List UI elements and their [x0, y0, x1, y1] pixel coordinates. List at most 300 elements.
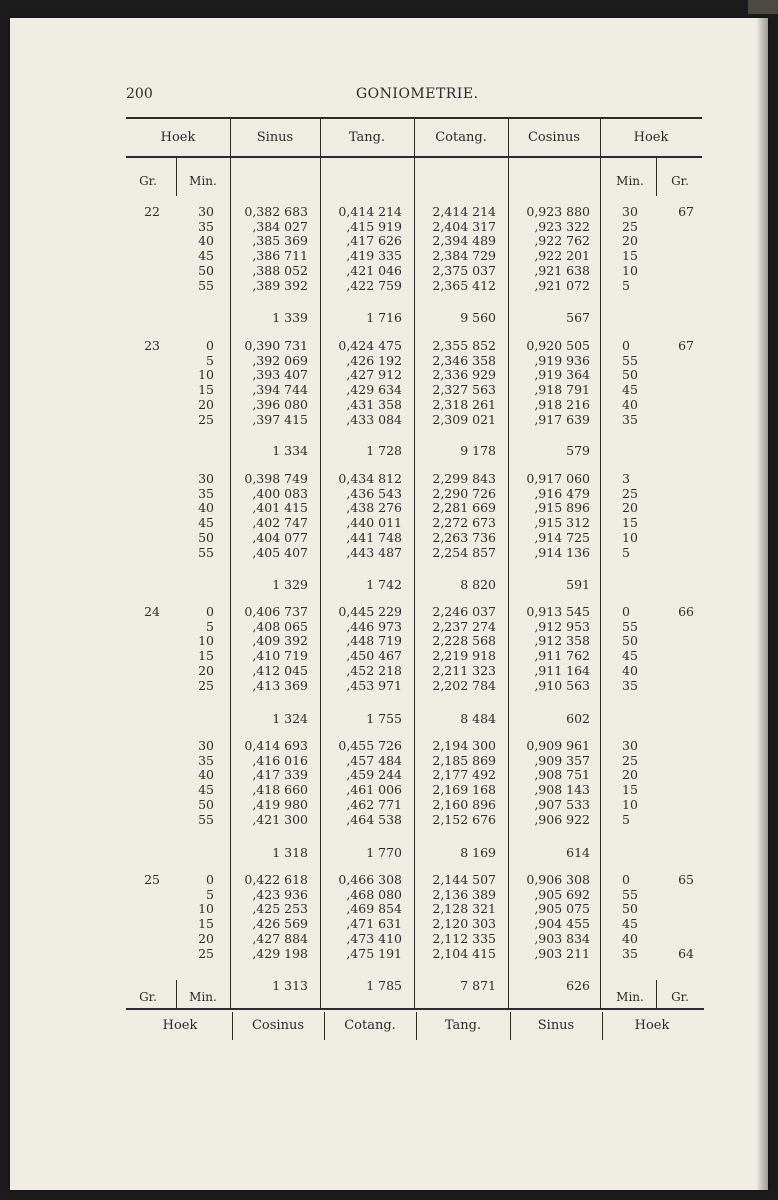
- cell-tan: ,475 191: [346, 945, 402, 961]
- cell-minr: 45: [622, 916, 638, 932]
- diff-sin: 1 339: [272, 310, 308, 325]
- cell-min: 15: [198, 916, 214, 932]
- cell-grr: 64: [678, 945, 694, 961]
- cell-sin: 0,414 693: [244, 738, 308, 753]
- cell-sin: ,429 198: [252, 945, 308, 961]
- cell-cos: ,910 563: [534, 677, 590, 693]
- cell-tan: ,436 543: [346, 485, 402, 501]
- cell-sin: ,397 415: [252, 411, 308, 427]
- diff-sin: 1 313: [272, 978, 308, 993]
- cell-min: 5: [206, 618, 214, 634]
- cell-cot: 2,346 358: [432, 352, 496, 368]
- cell-cos: ,912 953: [534, 618, 590, 634]
- table-row: [0, 887, 778, 902]
- cell-sin: ,394 744: [252, 382, 308, 398]
- cell-min: 45: [198, 248, 214, 264]
- cell-min: 20: [198, 930, 214, 946]
- cell-sin: ,418 660: [252, 782, 308, 798]
- cell-min: 50: [198, 262, 214, 278]
- cell-cot: 2,394 489: [432, 233, 496, 249]
- diff-tan: 1 716: [366, 310, 402, 325]
- cell-sin: ,404 077: [252, 529, 308, 545]
- cell-min: 25: [198, 411, 214, 427]
- cell-tan: ,453 971: [346, 677, 402, 693]
- cell-tan: ,457 484: [346, 752, 402, 768]
- cell-tan: ,440 011: [346, 515, 402, 531]
- cell-cot: 2,144 507: [432, 872, 496, 887]
- cell-minr: 10: [622, 262, 638, 278]
- cell-min: 55: [198, 811, 214, 827]
- table-row: [0, 678, 778, 693]
- subheader-gr-left: Gr.: [139, 174, 157, 188]
- cell-min: 30: [198, 204, 214, 219]
- cell-min: 40: [198, 500, 214, 516]
- difference-row: [0, 577, 778, 592]
- cell-min: 55: [198, 544, 214, 560]
- cell-cot: 2,365 412: [432, 277, 496, 293]
- cell-tan: ,461 006: [346, 782, 402, 798]
- cell-tan: ,464 538: [346, 811, 402, 827]
- cell-cot: 2,194 300: [432, 738, 496, 753]
- cell-sin: 0,406 737: [244, 604, 308, 619]
- cell-min: 55: [198, 277, 214, 293]
- subheader-min-left: Min.: [189, 174, 217, 188]
- cell-minr: 15: [622, 515, 638, 531]
- cell-tan: ,443 487: [346, 544, 402, 560]
- table-row: [0, 782, 778, 797]
- cell-sin: 0,382 683: [244, 204, 308, 219]
- cell-sin: ,386 711: [252, 248, 308, 264]
- cell-gr: 24: [144, 604, 160, 619]
- cell-cos: ,915 312: [534, 515, 590, 531]
- cell-cos: ,908 751: [534, 767, 590, 783]
- adjacent-page-edge: [748, 0, 778, 14]
- cell-tan: ,468 080: [346, 886, 402, 902]
- cell-sin: 0,398 749: [244, 471, 308, 486]
- cell-minr: 25: [622, 485, 638, 501]
- cell-sin: ,385 369: [252, 233, 308, 249]
- cell-tan: ,433 084: [346, 411, 402, 427]
- header-cosinus: Cosinus: [527, 130, 581, 145]
- cell-grr: 65: [678, 872, 694, 887]
- cell-tan: ,462 771: [346, 796, 402, 812]
- cell-sin: ,393 407: [252, 367, 308, 383]
- cell-cot: 2,169 168: [432, 782, 496, 798]
- cell-cos: ,922 201: [534, 248, 590, 264]
- cell-minr: 55: [622, 618, 638, 634]
- cell-minr: 0: [622, 872, 630, 887]
- cell-cos: ,904 455: [534, 916, 590, 932]
- cell-tan: ,448 719: [346, 633, 402, 649]
- cell-minr: 25: [622, 752, 638, 768]
- footer-hoek-left: Hoek: [162, 1018, 198, 1033]
- cell-min: 50: [198, 796, 214, 812]
- diff-cos: 579: [566, 443, 590, 458]
- cell-minr: 20: [622, 767, 638, 783]
- cell-minr: 3: [622, 471, 630, 486]
- cell-minr: 40: [622, 930, 638, 946]
- cell-min: 35: [198, 218, 214, 234]
- diff-cos: 567: [566, 310, 590, 325]
- footer-sinus: Sinus: [537, 1018, 575, 1033]
- cell-cos: ,917 639: [534, 411, 590, 427]
- cell-cos: 0,906 308: [526, 872, 590, 887]
- diff-cos: 591: [566, 577, 590, 592]
- cell-gr: 25: [144, 872, 160, 887]
- cell-cos: ,905 075: [534, 901, 590, 917]
- table-row: [0, 648, 778, 663]
- cell-cot: 2,254 857: [432, 544, 496, 560]
- table-row: [0, 338, 778, 353]
- diff-sin: 1 324: [272, 711, 308, 726]
- table-row: [0, 233, 778, 248]
- cell-sin: ,402 747: [252, 515, 308, 531]
- cell-tan: 0,434 812: [338, 471, 402, 486]
- footer-subheader-gr-right: Gr.: [671, 990, 689, 1004]
- cell-minr: 20: [622, 500, 638, 516]
- cell-tan: 0,455 726: [338, 738, 402, 753]
- cell-sin: 0,390 731: [244, 338, 308, 353]
- cell-tan: ,427 912: [346, 367, 402, 383]
- cell-sin: ,384 027: [252, 218, 308, 234]
- cell-cot: 2,414 214: [432, 204, 496, 219]
- cell-tan: ,469 854: [346, 901, 402, 917]
- footer-cosinus: Cosinus: [251, 1018, 305, 1033]
- cell-cos: ,903 211: [534, 945, 590, 961]
- cell-min: 35: [198, 485, 214, 501]
- cell-minr: 0: [622, 338, 630, 353]
- cell-cot: 2,177 492: [432, 767, 496, 783]
- cell-minr: 10: [622, 796, 638, 812]
- cell-cos: ,905 692: [534, 886, 590, 902]
- cell-minr: 35: [622, 945, 638, 961]
- cell-tan: ,415 919: [346, 218, 402, 234]
- footer-top-rule: [126, 1008, 704, 1010]
- cell-min: 30: [198, 471, 214, 486]
- table-row: [0, 367, 778, 382]
- cell-tan: ,438 276: [346, 500, 402, 516]
- cell-sin: ,410 719: [252, 648, 308, 664]
- cell-cot: 2,355 852: [432, 338, 496, 353]
- cell-cos: ,921 638: [534, 262, 590, 278]
- table-row: [0, 767, 778, 782]
- cell-sin: ,423 936: [252, 886, 308, 902]
- table-row: [0, 219, 778, 234]
- footer-subheader-min-left: Min.: [189, 990, 217, 1004]
- cell-sin: ,401 415: [252, 500, 308, 516]
- table-row: [0, 278, 778, 293]
- cell-gr: 23: [144, 338, 160, 353]
- cell-cos: ,919 936: [534, 352, 590, 368]
- cell-cot: 2,152 676: [432, 811, 496, 827]
- cell-min: 30: [198, 738, 214, 753]
- cell-tan: ,417 626: [346, 233, 402, 249]
- cell-tan: ,426 192: [346, 352, 402, 368]
- cell-cot: 2,219 918: [432, 648, 496, 664]
- cell-cos: ,916 479: [534, 485, 590, 501]
- table-row: [0, 633, 778, 648]
- table-row: [0, 663, 778, 678]
- diff-tan: 1 755: [366, 711, 402, 726]
- cell-tan: ,421 046: [346, 262, 402, 278]
- difference-row: [0, 845, 778, 860]
- cell-cot: 2,211 323: [432, 662, 496, 678]
- cell-minr: 50: [622, 367, 638, 383]
- cell-cot: 2,290 726: [432, 485, 496, 501]
- cell-sin: ,408 065: [252, 618, 308, 634]
- cell-tan: ,419 335: [346, 248, 402, 264]
- cell-cot: 2,228 568: [432, 633, 496, 649]
- cell-cos: ,914 725: [534, 529, 590, 545]
- cell-min: 20: [198, 396, 214, 412]
- cell-cot: 2,160 896: [432, 796, 496, 812]
- table-row: [0, 248, 778, 263]
- cell-cot: 2,318 261: [432, 396, 496, 412]
- footer-subheader-gr-left: Gr.: [139, 990, 157, 1004]
- difference-row: [0, 310, 778, 325]
- table-row: [0, 530, 778, 545]
- diff-cot: 8 820: [460, 577, 496, 592]
- table-row: [0, 204, 778, 219]
- diff-sin: 1 329: [272, 577, 308, 592]
- cell-cot: 2,237 274: [432, 618, 496, 634]
- table-row: [0, 412, 778, 427]
- vrule-min-gr-right: [656, 158, 657, 196]
- cell-sin: ,400 083: [252, 485, 308, 501]
- cell-cot: 2,246 037: [432, 604, 496, 619]
- cell-sin: ,409 392: [252, 633, 308, 649]
- cell-cot: 2,104 415: [432, 945, 496, 961]
- footer-hoek-right: Hoek: [634, 1018, 670, 1033]
- cell-min: 45: [198, 782, 214, 798]
- diff-cot: 9 560: [460, 310, 496, 325]
- cell-cos: ,903 834: [534, 930, 590, 946]
- cell-cos: ,912 358: [534, 633, 590, 649]
- cell-min: 25: [198, 945, 214, 961]
- header-cotang: Cotang.: [435, 130, 487, 145]
- table-row: [0, 797, 778, 812]
- cell-minr: 35: [622, 411, 638, 427]
- cell-min: 35: [198, 752, 214, 768]
- cell-cos: ,915 896: [534, 500, 590, 516]
- cell-cot: 2,327 563: [432, 382, 496, 398]
- diff-cot: 8 169: [460, 845, 496, 860]
- table-row: [0, 471, 778, 486]
- cell-tan: 0,414 214: [338, 204, 402, 219]
- cell-cos: ,911 762: [534, 648, 590, 664]
- cell-cos: 0,909 961: [526, 738, 590, 753]
- cell-tan: ,452 218: [346, 662, 402, 678]
- cell-cos: 0,913 545: [526, 604, 590, 619]
- table-row: [0, 353, 778, 368]
- cell-sin: ,421 300: [252, 811, 308, 827]
- cell-cos: ,908 143: [534, 782, 590, 798]
- cell-minr: 30: [622, 738, 638, 753]
- cell-min: 5: [206, 886, 214, 902]
- header-hoek-left: Hoek: [160, 130, 196, 145]
- cell-cot: 2,384 729: [432, 248, 496, 264]
- diff-cos: 602: [566, 711, 590, 726]
- cell-tan: ,441 748: [346, 529, 402, 545]
- footer-tang: Tang.: [444, 1018, 482, 1033]
- cell-minr: 30: [622, 204, 638, 219]
- cell-min: 40: [198, 233, 214, 249]
- cell-tan: 0,424 475: [338, 338, 402, 353]
- cell-minr: 10: [622, 529, 638, 545]
- diff-cot: 9 178: [460, 443, 496, 458]
- cell-minr: 0: [622, 604, 630, 619]
- cell-cos: ,922 762: [534, 233, 590, 249]
- cell-tan: ,446 973: [346, 618, 402, 634]
- table-row: [0, 263, 778, 278]
- cell-sin: 0,422 618: [244, 872, 308, 887]
- cell-minr: 5: [622, 811, 630, 827]
- table-row: [0, 916, 778, 931]
- cell-cot: 2,120 303: [432, 916, 496, 932]
- table-row: [0, 619, 778, 634]
- cell-min: 10: [198, 901, 214, 917]
- cell-min: 40: [198, 767, 214, 783]
- diff-tan: 1 728: [366, 443, 402, 458]
- cell-tan: ,431 358: [346, 396, 402, 412]
- cell-cot: 2,336 929: [432, 367, 496, 383]
- cell-sin: ,413 369: [252, 677, 308, 693]
- diff-tan: 1 770: [366, 845, 402, 860]
- header-sinus: Sinus: [256, 130, 294, 145]
- table-row: [0, 872, 778, 887]
- cell-min: 0: [206, 872, 214, 887]
- cell-minr: 50: [622, 901, 638, 917]
- cell-cos: ,914 136: [534, 544, 590, 560]
- cell-minr: 40: [622, 396, 638, 412]
- cell-cos: ,923 322: [534, 218, 590, 234]
- page-title: GONIOMETRIE.: [356, 86, 479, 102]
- cell-cos: 0,923 880: [526, 204, 590, 219]
- cell-minr: 50: [622, 633, 638, 649]
- cell-cos: 0,917 060: [526, 471, 590, 486]
- header-hoek-right: Hoek: [633, 130, 669, 145]
- cell-min: 5: [206, 352, 214, 368]
- cell-minr: 45: [622, 648, 638, 664]
- cell-cos: ,907 533: [534, 796, 590, 812]
- table-row: [0, 545, 778, 560]
- table-row: [0, 397, 778, 412]
- cell-cot: 2,309 021: [432, 411, 496, 427]
- table-row: [0, 382, 778, 397]
- cell-min: 15: [198, 648, 214, 664]
- table-row: [0, 604, 778, 619]
- diff-cot: 7 871: [460, 978, 496, 993]
- cell-minr: 15: [622, 782, 638, 798]
- diff-cos: 614: [566, 845, 590, 860]
- cell-sin: ,405 407: [252, 544, 308, 560]
- cell-sin: ,416 016: [252, 752, 308, 768]
- cell-cos: ,911 164: [534, 662, 590, 678]
- table-row: [0, 486, 778, 501]
- diff-tan: 1 785: [366, 978, 402, 993]
- cell-min: 10: [198, 367, 214, 383]
- cell-sin: ,396 080: [252, 396, 308, 412]
- cell-tan: ,450 467: [346, 648, 402, 664]
- cell-grr: 67: [678, 204, 694, 219]
- cell-sin: ,412 045: [252, 662, 308, 678]
- cell-grr: 66: [678, 604, 694, 619]
- cell-cos: ,918 791: [534, 382, 590, 398]
- diff-tan: 1 742: [366, 577, 402, 592]
- diff-cot: 8 484: [460, 711, 496, 726]
- cell-cot: 2,272 673: [432, 515, 496, 531]
- footer-subheader-min-right: Min.: [616, 990, 644, 1004]
- cell-minr: 20: [622, 233, 638, 249]
- subheader-min-right: Min.: [616, 174, 644, 188]
- cell-cot: 2,185 869: [432, 752, 496, 768]
- cell-tan: 0,445 229: [338, 604, 402, 619]
- cell-gr: 22: [144, 204, 160, 219]
- subheader-gr-right: Gr.: [671, 174, 689, 188]
- cell-minr: 40: [622, 662, 638, 678]
- cell-sin: ,417 339: [252, 767, 308, 783]
- cell-minr: 45: [622, 382, 638, 398]
- table-row: [0, 812, 778, 827]
- cell-grr: 67: [678, 338, 694, 353]
- cell-cot: 2,112 335: [432, 930, 496, 946]
- cell-cos: ,909 357: [534, 752, 590, 768]
- cell-cot: 2,404 317: [432, 218, 496, 234]
- diff-sin: 1 334: [272, 443, 308, 458]
- difference-row: [0, 443, 778, 458]
- diff-cos: 626: [566, 978, 590, 993]
- cell-cos: ,906 922: [534, 811, 590, 827]
- cell-cos: ,918 216: [534, 396, 590, 412]
- cell-sin: ,389 392: [252, 277, 308, 293]
- cell-minr: 35: [622, 677, 638, 693]
- table-row: [0, 753, 778, 768]
- table-row: [0, 946, 778, 961]
- cell-sin: ,392 069: [252, 352, 308, 368]
- header-tang: Tang.: [348, 130, 386, 145]
- cell-min: 45: [198, 515, 214, 531]
- table-row: [0, 738, 778, 753]
- table-row: [0, 901, 778, 916]
- cell-minr: 55: [622, 352, 638, 368]
- cell-sin: ,419 980: [252, 796, 308, 812]
- cell-sin: ,425 253: [252, 901, 308, 917]
- cell-cos: ,919 364: [534, 367, 590, 383]
- cell-tan: ,459 244: [346, 767, 402, 783]
- cell-min: 0: [206, 604, 214, 619]
- cell-tan: ,471 631: [346, 916, 402, 932]
- cell-cot: 2,136 389: [432, 886, 496, 902]
- cell-cos: ,921 072: [534, 277, 590, 293]
- cell-cot: 2,202 784: [432, 677, 496, 693]
- cell-minr: 25: [622, 218, 638, 234]
- cell-minr: 55: [622, 886, 638, 902]
- cell-sin: ,427 884: [252, 930, 308, 946]
- cell-min: 15: [198, 382, 214, 398]
- cell-minr: 15: [622, 248, 638, 264]
- cell-minr: 5: [622, 277, 630, 293]
- footer-cotang: Cotang.: [344, 1018, 396, 1033]
- cell-sin: ,426 569: [252, 916, 308, 932]
- cell-tan: 0,466 308: [338, 872, 402, 887]
- cell-cos: 0,920 505: [526, 338, 590, 353]
- cell-cot: 2,375 037: [432, 262, 496, 278]
- diff-sin: 1 318: [272, 845, 308, 860]
- cell-tan: ,429 634: [346, 382, 402, 398]
- cell-tan: ,422 759: [346, 277, 402, 293]
- cell-cot: 2,128 321: [432, 901, 496, 917]
- cell-sin: ,388 052: [252, 262, 308, 278]
